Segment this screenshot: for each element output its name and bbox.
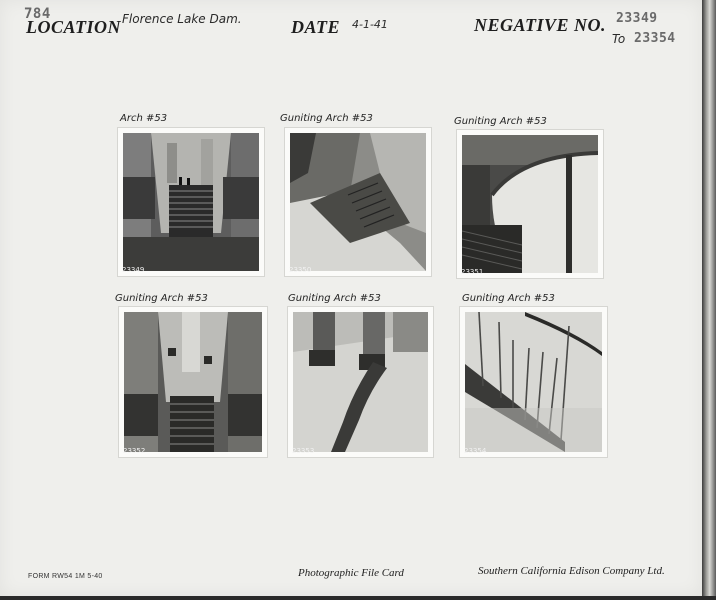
photo-3[interactable] [457, 130, 603, 278]
location-label: LOCATION [26, 17, 122, 37]
card-bottom-edge [0, 596, 716, 600]
photo-4-negative-number: 23352 [123, 447, 146, 455]
photo-6[interactable] [460, 307, 607, 457]
photo-1-caption: Arch #53 [120, 113, 168, 124]
company-name: Southern California Edison Company Ltd. [478, 565, 665, 577]
negative-number-to-prefix: To [612, 32, 626, 46]
photo-5-image [293, 312, 428, 452]
photo-2-image [290, 133, 426, 271]
photo-4[interactable] [119, 307, 267, 457]
photo-4-image [124, 312, 262, 452]
negative-number-label: NEGATIVE NO. [474, 15, 607, 35]
card-index-stamp: 784 [24, 6, 51, 22]
photo-3-image [462, 135, 598, 273]
photo-6-caption: Guniting Arch #53 [462, 293, 555, 304]
photo-5-caption: Guniting Arch #53 [288, 293, 381, 304]
card-edge [702, 0, 716, 600]
photo-1[interactable] [118, 128, 264, 276]
photo-1-image [123, 133, 259, 271]
photo-2-caption: Guniting Arch #53 [280, 113, 373, 124]
card-title: Photographic File Card [298, 567, 404, 579]
photo-5-negative-number: 23353 [292, 447, 315, 455]
form-number: FORM RW54 1M 5-40 [28, 573, 103, 580]
location-value: Florence Lake Dam. [122, 12, 242, 26]
photo-4-caption: Guniting Arch #53 [115, 293, 208, 304]
photo-2[interactable] [285, 128, 431, 276]
photo-5[interactable] [288, 307, 433, 457]
photo-3-caption: Guniting Arch #53 [454, 116, 547, 127]
photo-6-image [465, 312, 602, 452]
photo-6-negative-number: 23354 [464, 447, 487, 455]
photo-3-negative-number: 23351 [461, 268, 484, 276]
photo-1-negative-number: 23349 [122, 266, 145, 274]
negative-number-from: 23349 [616, 11, 658, 26]
date-label: DATE [291, 17, 341, 37]
negative-number-to: 23354 [634, 31, 676, 46]
photo-2-negative-number: 23350 [289, 266, 312, 274]
date-value: 4-1-41 [352, 18, 388, 31]
